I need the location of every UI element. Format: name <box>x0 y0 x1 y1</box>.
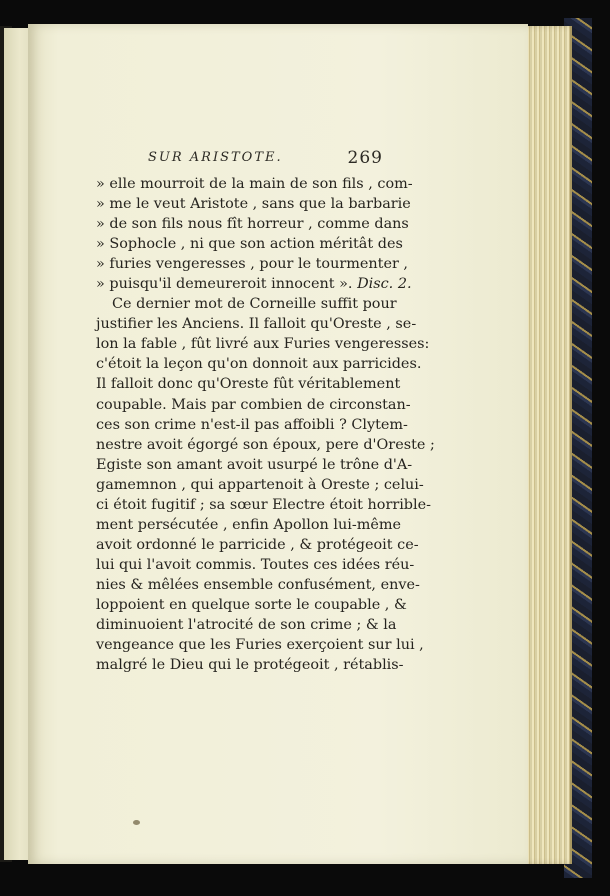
page-header <box>148 150 383 174</box>
paragraph-start-line: Ce dernier mot de Corneille suffit pour <box>112 296 397 313</box>
text-line: c'étoit la leçon qu'on donnoit aux parricides. <box>96 356 422 373</box>
text-line: » furies vengeresses , pour le tourmenter , <box>96 256 409 273</box>
page-number: 269 <box>347 148 383 168</box>
text-line: avoit ordonné le parricide , & protégeoit ce- <box>96 536 419 553</box>
text-line: lui qui l'avoit commis. Toutes ces idées réu- <box>96 556 415 573</box>
text-line: ment persécutée , enfin Apollon lui-même <box>96 516 402 533</box>
running-head: SUR ARISTOTE. <box>148 150 283 165</box>
quote-end-line <box>96 274 412 294</box>
text-line: loppoient en quelque sorte le coupable , & <box>96 596 407 613</box>
text-line: » puisqu'il demeureroit innocent ». <box>96 276 353 293</box>
text-line: » de son fils nous fît horreur , comme dans <box>96 216 409 233</box>
body-text <box>96 174 435 675</box>
text-line: » me le veut Aristote , sans que la barbarie <box>96 196 411 213</box>
paper-stain <box>133 820 140 825</box>
text-line: malgré le Dieu qui le protégeoit , rétablis- <box>96 657 404 674</box>
text-line: lon la fable , fût livré aux Furies vengeresses: <box>96 336 430 353</box>
text-line: gamemnon , qui appartenoit à Oreste ; celui- <box>96 476 424 493</box>
text-line: nies & mêlées ensemble confusément, enve- <box>96 576 420 593</box>
text-line: ces son crime n'est-il pas affoibli ? Clytem- <box>96 416 408 433</box>
text-line: Il falloit donc qu'Oreste fût véritablement <box>96 376 401 393</box>
text-line: vengeance que les Furies exerçoient sur lui , <box>96 637 424 654</box>
facing-page-edge <box>4 28 31 860</box>
text-line: diminuoient l'atrocité de son crime ; & la <box>96 617 397 634</box>
text-line: coupable. Mais par combien de circonstan- <box>96 396 411 413</box>
text-line: justifier les Anciens. Il falloit qu'Oreste , se- <box>96 316 417 333</box>
citation-reference: Disc. 2. <box>357 276 412 293</box>
text-line: » elle mourroit de la main de son fils , com- <box>96 176 413 192</box>
text-line: ci étoit fugitif ; sa sœur Electre étoit horrible- <box>96 496 431 513</box>
text-line: » Sophocle , ni que son action méritât des <box>96 236 403 253</box>
text-line: nestre avoit égorgé son époux, pere d'Oreste ; <box>96 436 435 453</box>
text-line: Egiste son amant avoit usurpé le trône d'A- <box>96 456 413 473</box>
